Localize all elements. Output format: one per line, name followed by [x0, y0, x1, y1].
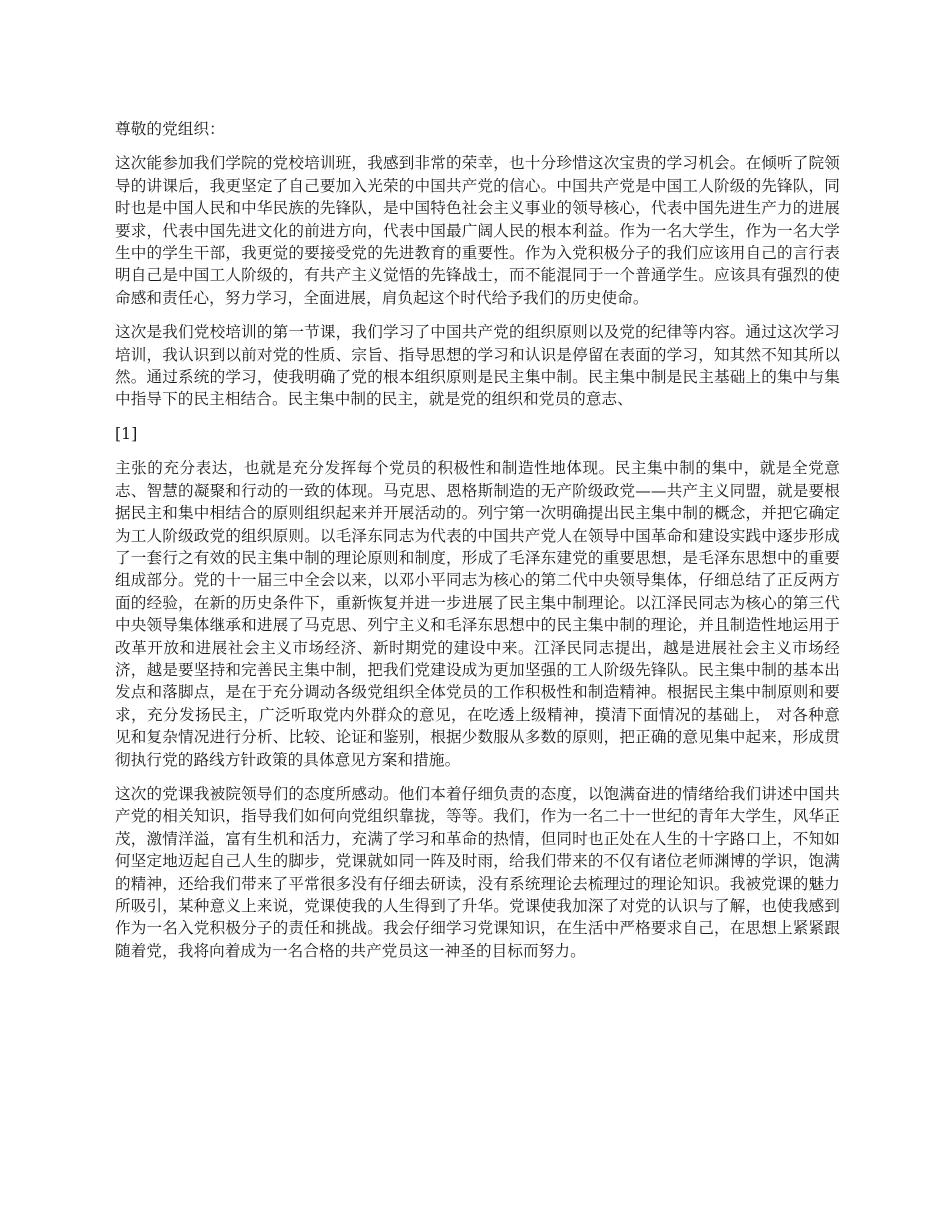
footnote-marker: [1]: [115, 424, 138, 443]
paragraph-4: 这次的党课我被院领导们的态度所感动。他们本着仔细负责的态度，以饱满奋进的情绪给我们讲述中国共产党的相关知识，指导我们如何向党组织靠拢，等等。我们，作为一名二十一世纪的青年大学生，风华正茂，激情洋溢，富有生机和活力，充满了学习和革命的热情，但同时也正处在人生的十字路口上，不知如何坚定地迈起自己人生的脚步，党课就如同一阵及时雨，给我们带来的不仅有诸位老师渊博的学识，饱满的精神，还给我们带来了平常很多没有仔细去研读，没有系统理论去梳理过的理论知识。我被党课的魅力所吸引，某种意义上来说，党课使我的人生得到了升华。党课使我加深了对党的认识与了解，也使我感到作为一名入党积极分子的责任和挑战。我会仔细学习党课知识，在生活中严格要求自己，在思想上紧紧跟随着党，我将向着成为一名合格的共产党员这一神圣的目标而努力。: [115, 784, 840, 960]
paragraph-3: 主张的充分表达，也就是充分发挥每个党员的积极性和制造性地体现。民主集中制的集中，就是全党意志、智慧的凝聚和行动的一致的体现。马克思、恩格斯制造的无产阶级政党——共产主义同盟，就是要根据民主和集中相结合的原则组织起来并开展活动的。列宁第一次明确提出民主集中制的概念，并把它确定为工人阶级政党的组织原则。以毛泽东同志为代表的中国共产党人在领导中国革命和建设实践中逐步形成了一套行之有效的民主集中制的理论原则和制度，形成了毛泽东建党的重要思想，是毛泽东思想中的重要组成部分。党的十一届三中全会以来，以邓小平同志为核心的第二代中央领导集体，仔细总结了正反两方面的经验，在新的历史条件下，重新恢复并进一步进展了民主集中制理论。以江泽民同志为核心的第三代中央领导集体继承和进展了马克思、列宁主义和毛泽东思想中的民主集中制的理论，并且制造性地运用于改革开放和进展社会主义市场经济、新时期党的建设中来。江泽民同志提出，越是进展社会主义市场经济，越是要坚持和完善民主集中制，把我们党建设成为更加坚强的工人阶级先锋队。民主集中制的基本出发点和落脚点，是在于充分调动各级党组织全体党员的工作积极性和制造精神。根据民主集中制原则和要求，充分发扬民主，广泛听取党内外群众的意见，在吃透上级精神，摸清下面情况的基础上， 对各种意见和复杂情况进行分析、比较、论证和鉴别，根据少数服从多数的原则，把正确的意见集中起来，形成贯彻执行党的路线方针政策的具体意见方案和措施。: [115, 459, 840, 769]
document-body: [115, 118, 840, 974]
paragraph-1: 这次能参加我们学院的党校培训班，我感到非常的荣幸，也十分珍惜这次宝贵的学习机会。在倾听了院领导的讲课后，我更坚定了自己要加入光荣的中国共产党的信心。中国共产党是中国工人阶级的先锋队，同时也是中国人民和中华民族的先锋队，是中国特色社会主义事业的领导核心，代表中国先进生产力的进展要求，代表中国先进文化的前进方向，代表中国最广阔人民的根本利益。作为一名大学生，作为一名大学生中的学生干部，我更觉的要接受党的先进教育的重要性。作为入党积极分子的我们应该用自己的言行表明自己是中国工人阶级的，有共产主义觉悟的先锋战士，而不能混同于一个普通学生。应该具有强烈的使命感和责任心，努力学习，全面进展，肩负起这个时代给予我们的历史使命。: [115, 154, 840, 307]
paragraph-2: 这次是我们党校培训的第一节课，我们学习了中国共产党的组织原则以及党的纪律等内容。通过这次学习培训，我认识到以前对党的性质、宗旨、指导思想的学习和认识是停留在表面的学习，知其然不知其所以然。通过系统的学习，使我明确了党的根本组织原则是民主集中制。民主集中制是民主基础上的集中与集中指导下的民主相结合。民主集中制的民主，就是党的组织和党员的意志、: [115, 323, 840, 409]
salutation: 尊敬的党组织：: [115, 120, 225, 138]
